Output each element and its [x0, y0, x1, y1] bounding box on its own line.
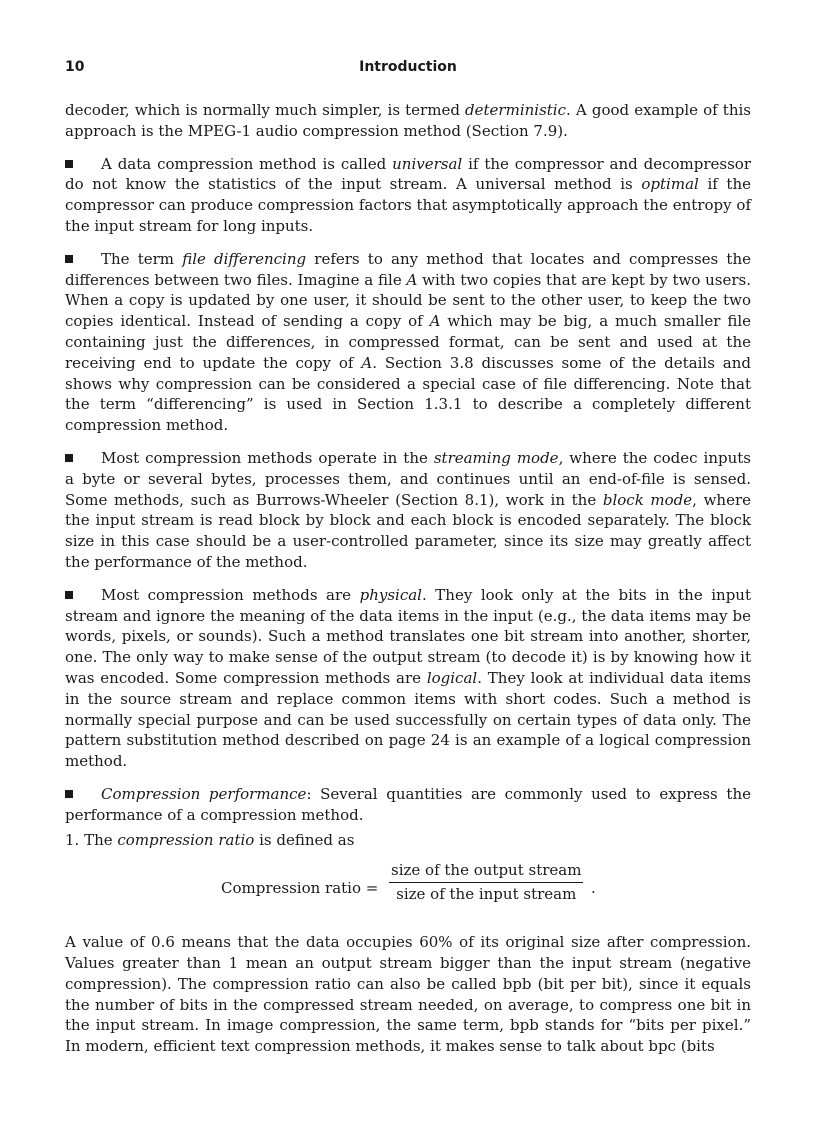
bullet-icon	[65, 790, 73, 798]
bullet-icon	[65, 591, 73, 599]
page-number: 10	[65, 59, 85, 75]
bullet-paragraph-streaming-mode: Most compression methods operate in the streaming mode, where the codec inputs a byte or several bytes, processes them, and continues until an end-of-file is sensed. Some methods, such as Burrows-Wheeler (Section 8.1), work in the block mode, where the input stream is read block by block and each block is encoded separately. The block size in this case should be a user-controlled parameter, since its size may greatly affect the performance of the method.	[65, 448, 751, 571]
bullet-icon	[65, 255, 73, 263]
formula-numerator: size of the output stream	[389, 860, 583, 883]
bullet-paragraph-universal: A data compression method is called universal if the compressor and decompressor do not know the statistics of the input stream. A universal method is optimal if the compressor can produce compression factors that asymptotically approach the entropy of the input stream for long inputs.	[65, 154, 752, 235]
compression-ratio-formula	[65, 860, 751, 920]
running-title: Introduction	[359, 59, 457, 75]
formula-fraction	[389, 860, 583, 905]
bullet-paragraph-physical: Most compression methods are physical. They look only at the bits in the input stream and ignore the meaning of the data items in the input (e.g., the data items may be words, pixels, or sounds). Such a method translates one bit stream into another, shorter, one. The only way to make sense of the output stream (to decode it) is by knowing how it was encoded. Some compression methods are logical. They look at individual data items in the source stream and replace common items with short codes. Such a method is normally special purpose and can be used successfully on certain types of data only. The pattern substitution method described on page 24 is an example of a logical compression method.	[65, 585, 751, 771]
bullet-paragraph-file-differencing: The term file differencing refers to any method that locates and compresses the differences between two files. Imagine a file A with two copies that are kept by two users. When a copy is updated by one user, it should be sent to the other user, to keep the two copies identical. Instead of sending a copy of A which may be big, a much smaller file containing just the differences, in compressed format, can be sent and used at the receiving end to update the copy of A. Section 3.8 discusses some of the details and shows why compression can be considered a special case of file differencing. Note that the term “differencing” is used in Section 1.3.1 to describe a completely different compression method.	[65, 249, 751, 435]
formula-period: .	[591, 879, 596, 898]
bullet-icon	[65, 160, 73, 168]
running-header	[65, 59, 751, 81]
formula-lhs: Compression ratio =	[221, 879, 379, 898]
paragraph-continuation: decoder, which is normally much simpler, is termed deterministic. A good example of this approach is the MPEG-1 audio compression method (Section 7.9).	[65, 101, 751, 140]
formula-denominator: size of the input stream	[396, 885, 577, 904]
body-text	[65, 100, 751, 1057]
paragraph-ratio-explanation: A value of 0.6 means that the data occupies 60% of its original size after compression. Values greater than 1 mean an output stream bigger than the input stream (negative compression). The compression ratio can also be called bpb (bit per bit), since it equals the number of bits in the compressed stream needed, on average, to compress one bit in the input stream. In image compression, the same term, bpb stands for “bits per pixel.” In modern, efficient text compression methods, it makes sense to talk about bpc (bits	[65, 933, 751, 1056]
bullet-paragraph-compression-performance: Compression performance: Several quantities are commonly used to express the performance of a compression method.	[65, 784, 751, 824]
bullet-icon	[65, 454, 73, 462]
numbered-item-compression-ratio: 1. The compression ratio is defined as	[65, 830, 355, 849]
